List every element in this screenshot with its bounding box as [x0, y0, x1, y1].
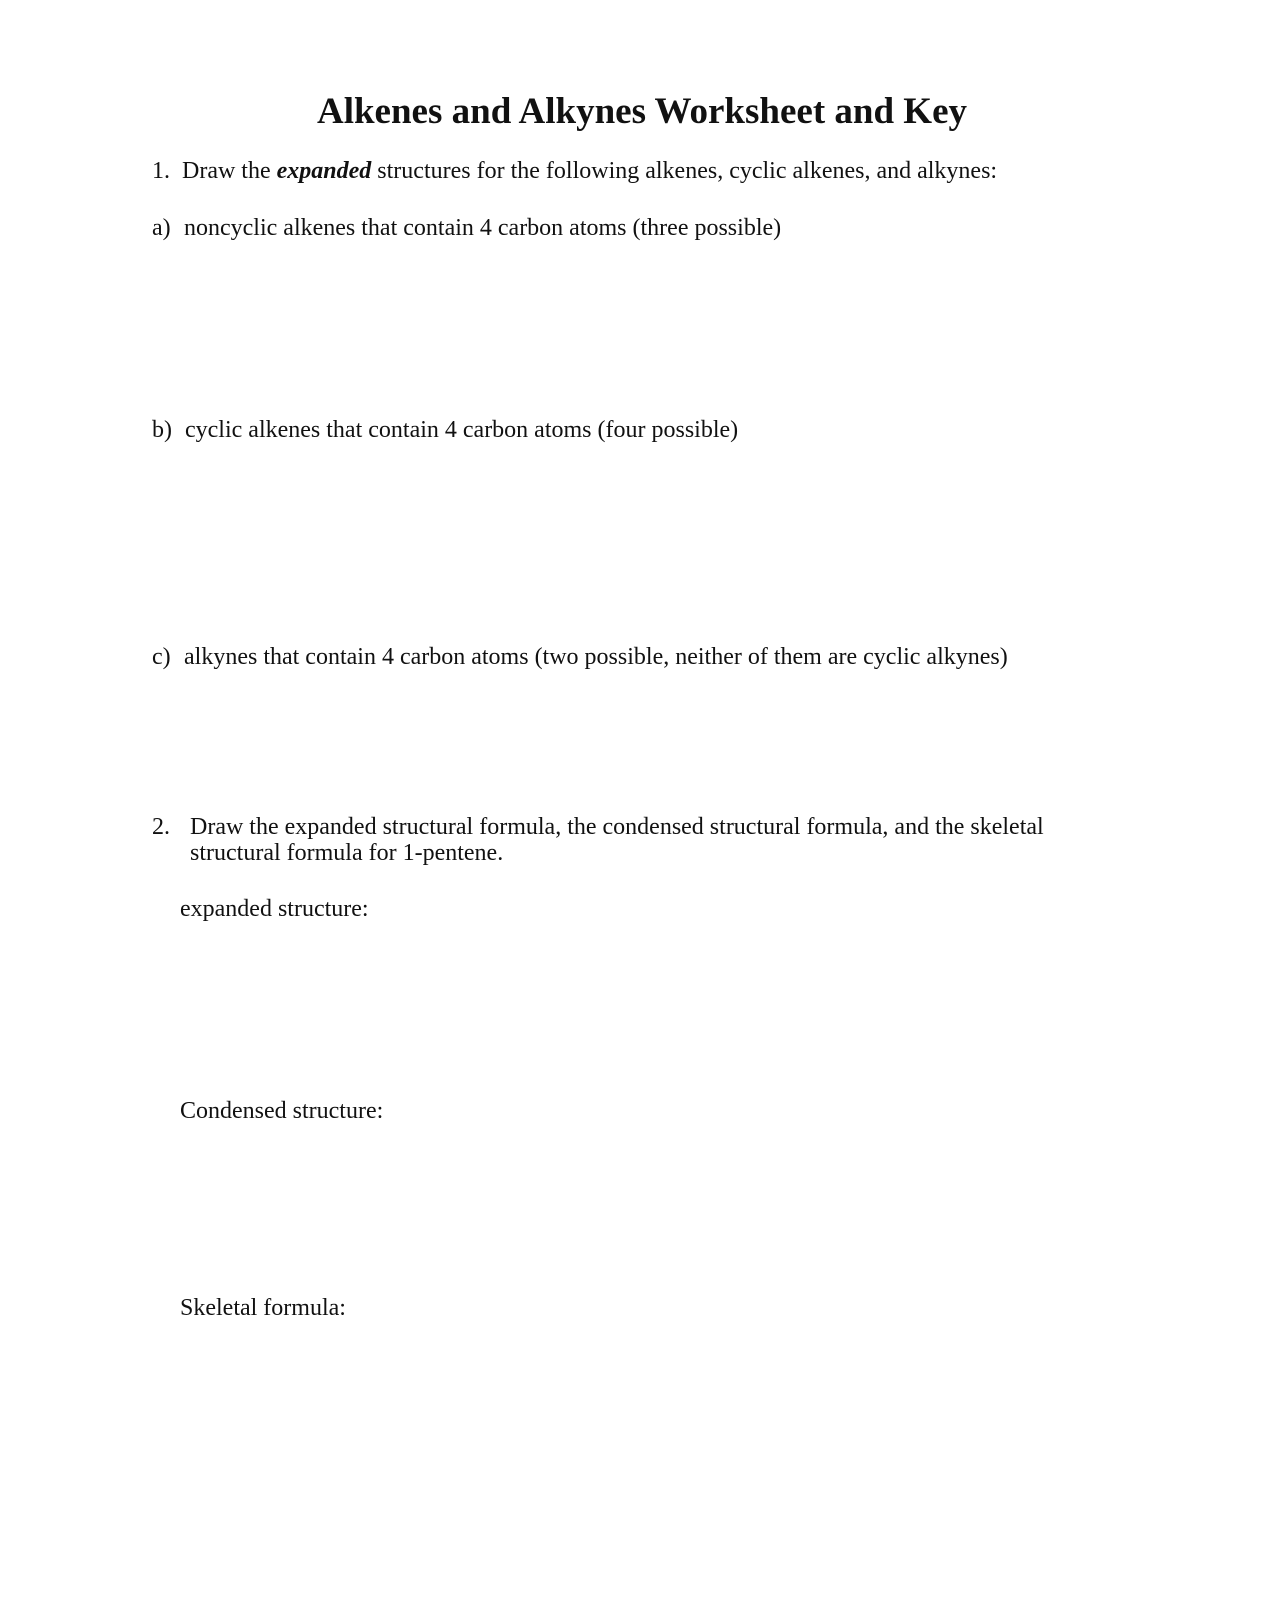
part-b-text: cyclic alkenes that contain 4 carbon atoms (four possible) — [185, 417, 739, 443]
question-1-text-after: structures for the following alkenes, cyclic alkenes, and alkynes: — [371, 158, 998, 184]
part-c-text: alkynes that contain 4 carbon atoms (two possible, neither of them are cyclic alkynes) — [184, 644, 1008, 670]
question-1-text-before: Draw the — [182, 158, 277, 184]
part-a-label: a) — [152, 215, 171, 241]
part-b-label: b) — [152, 417, 172, 443]
expanded-structure-label: expanded structure: — [180, 896, 369, 922]
part-a-text: noncyclic alkenes that contain 4 carbon atoms (three possible) — [184, 215, 782, 241]
condensed-structure-label: Condensed structure: — [180, 1098, 384, 1124]
question-2-line-1 — [152, 813, 1044, 841]
skeletal-formula-label: Skeletal formula: — [180, 1295, 346, 1321]
question-1-number: 1. — [152, 158, 170, 184]
question-2-line-2: structural formula for 1-pentene. — [190, 840, 504, 866]
part-c-label: c) — [152, 644, 171, 670]
page-title: Alkenes and Alkynes Worksheet and Key — [316, 91, 968, 132]
question-2-number: 2. — [152, 814, 170, 840]
question-1-emphasis: expanded — [276, 158, 372, 184]
question-2-text-line-1: Draw the expanded structural formula, the condensed structural formula, and the skeletal — [190, 814, 1044, 840]
question-1 — [152, 157, 997, 185]
question-1-part-c — [152, 643, 1008, 671]
question-1-part-a — [152, 214, 781, 242]
question-1-part-b — [152, 416, 738, 444]
